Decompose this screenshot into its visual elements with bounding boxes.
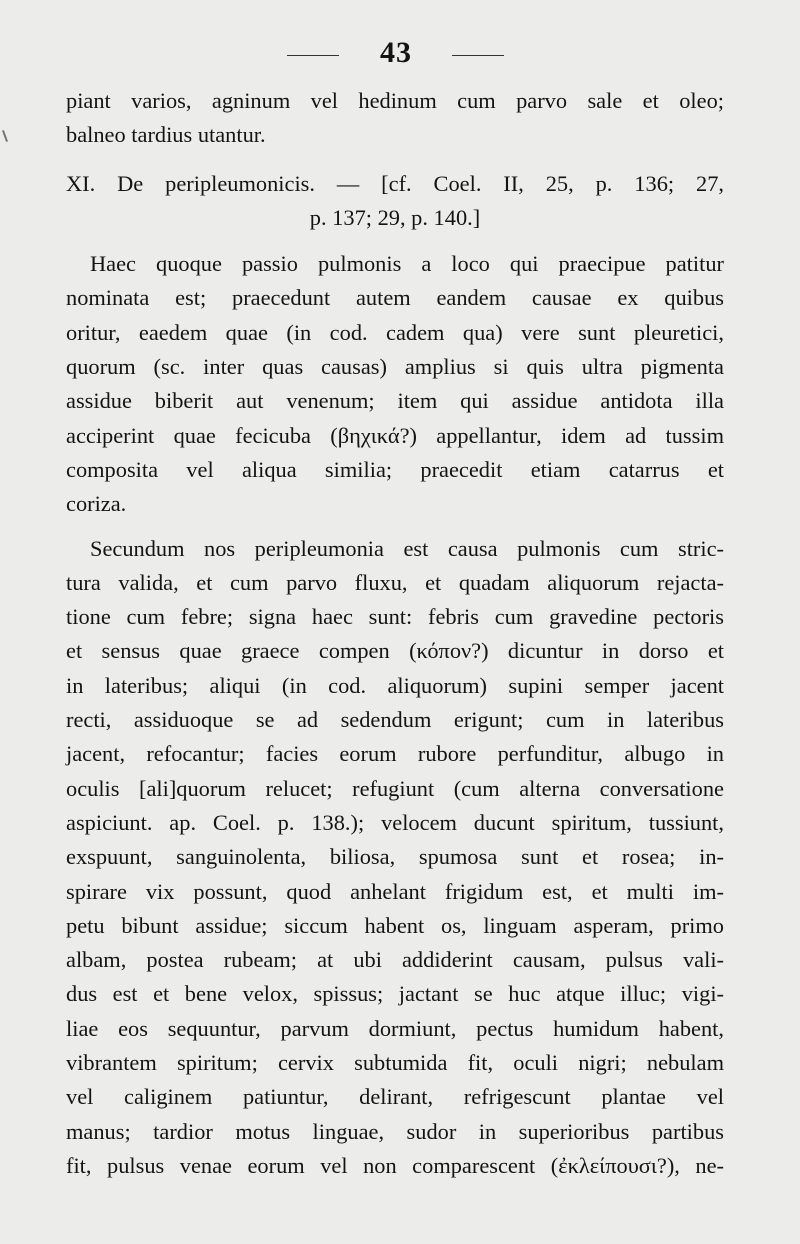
text-line: nominata est; praecedunt autem eandem causae ex quibus: [66, 285, 724, 311]
text-line: manus; tardior motus linguae, sudor in superioribus partibus: [66, 1118, 724, 1144]
text-line: fit, pulsus venae eorum vel non comparescent (ἐκλείπουσι?), ne-: [66, 1152, 724, 1178]
text-line: et sensus quae graece compen (κόπον?) dicuntur in dorso et: [66, 638, 724, 664]
header-rule-left: [287, 55, 339, 56]
text-line: coriza.: [66, 491, 127, 517]
text-line: aspiciunt. ap. Coel. p. 138.); velocem ducunt spiritum, tussiunt,: [66, 809, 724, 835]
page-number: 43: [380, 36, 412, 69]
text-line: dus est et bene velox, spissus; jactant se huc atque illuc; vigi-: [66, 981, 724, 1007]
paragraph-first-line: Haec quoque passio pulmonis a loco qui praecipue patitur: [90, 251, 724, 277]
section-heading: XI. De peripleumonicis. — [cf. Coel. II, 25, p. 136; 27,: [66, 170, 724, 196]
section-heading-continuation: p. 137; 29, p. 140.]: [309, 204, 481, 230]
text-line: acciperint quae fecicuba (βηχικά?) appellantur, idem ad tussim: [66, 422, 724, 448]
text-line: liae eos sequuntur, parvum dormiunt, pectus humidum habent,: [66, 1015, 724, 1041]
header-rule-right: [452, 55, 504, 56]
page-text: [66, 84, 724, 1183]
text-line: petu bibunt assidue; siccum habent os, linguam asperam, primo: [66, 912, 724, 938]
text-line: assidue biberit aut venenum; item qui assidue antidota illa: [66, 388, 724, 414]
text-line: tione cum febre; signa haec sunt: febris cum gravedine pectoris: [66, 604, 724, 630]
paragraph-first-line: Secundum nos peripleumonia est causa pulmonis cum stric-: [90, 535, 724, 561]
text-line: piant varios, agninum vel hedinum cum parvo sale et oleo;: [66, 88, 724, 113]
text-line: recti, assiduoque se ad sedendum erigunt; cum in lateribus: [66, 707, 724, 733]
text-line: quorum (sc. inter quas causas) amplius si quis ultra pigmenta: [66, 354, 724, 380]
text-line: albam, postea rubeam; at ubi addiderint causam, pulsus vali-: [66, 947, 724, 973]
text-line: tura valida, et cum parvo fluxu, et quadam aliquorum rejacta-: [66, 569, 724, 595]
text-line: vel caliginem patiuntur, delirant, refrigescunt plantae vel: [66, 1084, 724, 1110]
page-edge-mark: [2, 130, 8, 142]
text-line: balneo tardius utantur.: [66, 122, 266, 148]
text-line: oculis [ali]quorum relucet; refugiunt (cum alterna conversatione: [66, 775, 724, 801]
text-line: exspuunt, sanguinolenta, biliosa, spumosa sunt et rosea; in-: [66, 844, 724, 870]
text-line: spirare vix possunt, quod anhelant frigidum est, et multi im-: [66, 878, 724, 904]
text-line: jacent, refocantur; facies eorum rubore perfunditur, albugo in: [66, 741, 724, 767]
page-header: [0, 36, 800, 76]
text-line: in lateribus; aliqui (in cod. aliquorum) supini semper jacent: [66, 672, 724, 698]
text-line: composita vel aliqua similia; praecedit etiam catarrus et: [66, 456, 724, 482]
text-line: vibrantem spiritum; cervix subtumida fit, oculi nigri; nebulam: [66, 1050, 724, 1076]
text-line: oritur, eaedem quae (in cod. cadem qua) vere sunt pleuretici,: [66, 319, 724, 345]
